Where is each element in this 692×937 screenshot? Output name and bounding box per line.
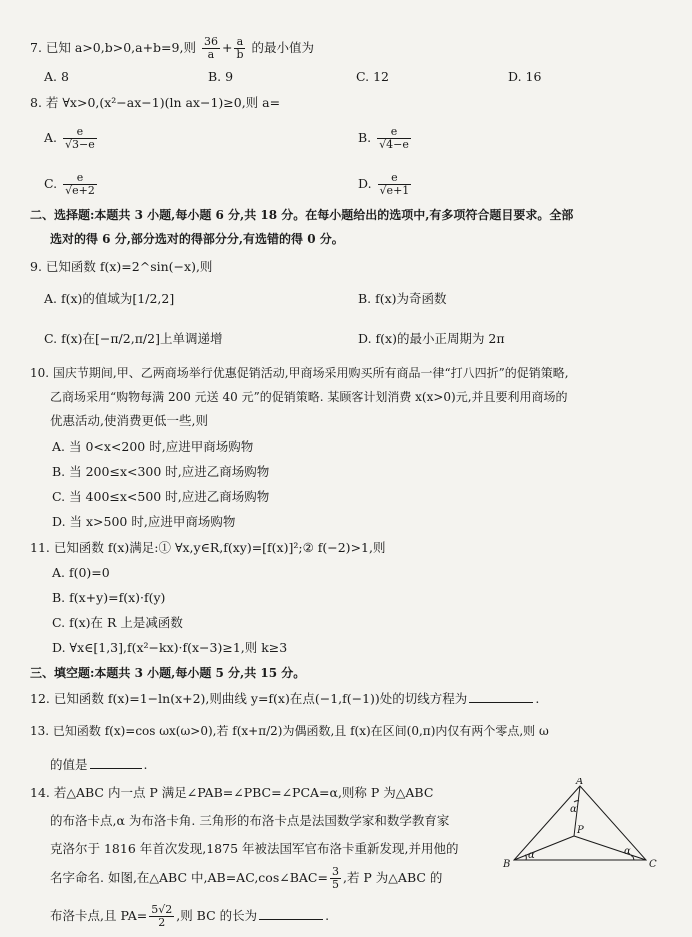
q14-answer-blank[interactable] bbox=[259, 907, 323, 920]
q14-pa-fraction bbox=[149, 904, 174, 929]
q8-a-num: e bbox=[63, 126, 97, 139]
q8-a-den: √3−e bbox=[65, 138, 95, 151]
q14-cos-den: 5 bbox=[331, 878, 339, 891]
q14-stem-line1: 14. 若△ABC 内一点 P 满足∠PAB=∠PBC=∠PCA=α,则称 P 为△ABC bbox=[30, 785, 434, 800]
q14-pa-den: 2 bbox=[158, 916, 166, 929]
q8-option-a-frac bbox=[63, 126, 97, 151]
q8-option-c-frac bbox=[63, 172, 97, 197]
q7-option-b: B. 9 bbox=[208, 69, 234, 84]
q7-frac2-num: a bbox=[234, 36, 245, 49]
q11-option-d: D. ∀x∈[1,3],f(x²−kx)·f(x−3)≥1,则 k≥3 bbox=[52, 640, 288, 655]
q7-option-d: D. 16 bbox=[508, 69, 542, 84]
q8-option-d-letter: D. bbox=[358, 176, 372, 191]
q10-option-a: A. 当 0<x<200 时,应进甲商场购物 bbox=[52, 439, 254, 454]
q14-line5-text: 布洛卡点,且 PA= bbox=[50, 908, 148, 923]
brocard-triangle-figure bbox=[500, 778, 660, 870]
q8-option-a-letter: A. bbox=[44, 130, 58, 145]
q8-option-b-frac bbox=[377, 126, 411, 151]
q7-frac2-den: b bbox=[236, 48, 244, 61]
q14-stem-line5 bbox=[50, 904, 329, 929]
q13-answer-blank[interactable] bbox=[90, 756, 142, 769]
q14-line4-text: 名字命名. 如图,在△ABC 中,AB=AC,cos∠BAC= bbox=[50, 870, 328, 885]
q12-stem bbox=[30, 690, 539, 708]
triangle-diagram bbox=[500, 778, 660, 870]
q8-option-b bbox=[358, 126, 413, 151]
q10-stem-line1: 10. 国庆节期间,甲、乙两商场举行优惠促销活动,甲商场采用购买所有商品一律“打八四折”的促销策略, bbox=[30, 366, 569, 380]
q12-answer-blank[interactable] bbox=[469, 690, 533, 703]
q8-option-c bbox=[44, 172, 99, 197]
q14-cos-num: 3 bbox=[331, 865, 339, 878]
q8-b-num: e bbox=[377, 126, 411, 139]
q11-option-b: B. f(x+y)=f(x)·f(y) bbox=[52, 590, 166, 605]
section2-heading: 二、选择题:本题共 3 小题,每小题 6 分,共 18 分。在每小题给出的选项中,有多项符合题目要求。全部 bbox=[30, 208, 574, 222]
q13-stem-line1: 13. 已知函数 f(x)=cos ωx(ω>0),若 f(x+π/2)为偶函数,且 f(x)在区间(0,π)内仅有两个零点,则 ω bbox=[30, 724, 549, 738]
q9-option-c: C. f(x)在[−π/2,π/2]上单调递增 bbox=[44, 331, 223, 346]
q14-pa-num: 5√2 bbox=[151, 903, 173, 916]
q14-cos-fraction bbox=[330, 866, 341, 891]
label-alpha-c: α bbox=[624, 846, 631, 857]
q7-stem-text: 7. 已知 a>0,b>0,a+b=9,则 bbox=[30, 40, 196, 55]
q8-option-c-letter: C. bbox=[44, 176, 58, 191]
section3-heading: 三、填空题:本题共 3 小题,每小题 5 分,共 15 分。 bbox=[30, 666, 306, 680]
q8-c-den: √e+2 bbox=[65, 184, 95, 197]
q8-d-den: √e+1 bbox=[379, 184, 410, 197]
q10-option-d: D. 当 x>500 时,应进甲商场购物 bbox=[52, 514, 236, 529]
q8-stem: 8. 若 ∀x>0,(x²−ax−1)(ln ax−1)≥0,则 a= bbox=[30, 95, 281, 110]
label-b: B bbox=[503, 859, 511, 870]
label-alpha-a: α bbox=[570, 804, 577, 815]
q10-stem-line3: 优惠活动,使消费更低一些,则 bbox=[50, 413, 208, 428]
q13-period: . bbox=[143, 757, 148, 772]
q7-fraction-1 bbox=[202, 36, 220, 61]
q7-frac1-num: 36 bbox=[203, 35, 218, 48]
q11-option-c: C. f(x)在 R 上是减函数 bbox=[52, 615, 183, 630]
q8-option-d bbox=[358, 172, 413, 197]
q14-line5-mid: ,则 BC 的长为 bbox=[176, 908, 258, 923]
q7-stem bbox=[30, 36, 314, 61]
q12-period: . bbox=[535, 691, 540, 706]
q8-c-num: e bbox=[63, 172, 97, 185]
q14-period: . bbox=[325, 908, 330, 923]
q11-option-a: A. f(0)=0 bbox=[52, 565, 110, 580]
q8-d-num: e bbox=[378, 172, 412, 185]
label-alpha-b: α bbox=[528, 850, 535, 861]
q7-option-a: A. 8 bbox=[44, 69, 69, 84]
q9-option-d: D. f(x)的最小正周期为 2π bbox=[358, 331, 505, 346]
q8-b-den: √4−e bbox=[379, 138, 409, 151]
q12-stem-text: 12. 已知函数 f(x)=1−ln(x+2),则曲线 y=f(x)在点(−1,f(−1))处的切线方程为 bbox=[30, 691, 468, 706]
q8-option-b-letter: B. bbox=[358, 130, 372, 145]
section2-heading-cont: 选对的得 6 分,部分选对的得部分分,有选错的得 0 分。 bbox=[50, 232, 344, 246]
q11-stem: 11. 已知函数 f(x)满足:① ∀x,y∈R,f(xy)=[f(x)]²;② f(−2)>1,则 bbox=[30, 540, 386, 555]
q9-option-b: B. f(x)为奇函数 bbox=[358, 291, 447, 306]
q8-option-a bbox=[44, 126, 99, 151]
q14-line4-end: ,若 P 为△ABC 的 bbox=[342, 870, 443, 885]
q7-frac1-den: a bbox=[207, 48, 215, 61]
label-a: A bbox=[576, 778, 584, 787]
q13-stem-line2 bbox=[50, 756, 148, 774]
angle-arc-c bbox=[631, 856, 634, 860]
q7-plus: + bbox=[221, 40, 233, 55]
q10-option-c: C. 当 400≤x<500 时,应进乙商场购物 bbox=[52, 489, 270, 504]
q7-option-c: C. 12 bbox=[356, 69, 389, 84]
segment-pb bbox=[514, 836, 574, 860]
q7-stem-end: 的最小值为 bbox=[251, 40, 314, 55]
q9-stem: 9. 已知函数 f(x)=2^sin(−x),则 bbox=[30, 259, 213, 274]
q14-stem-line4 bbox=[50, 866, 442, 891]
label-p: P bbox=[577, 825, 584, 836]
q14-stem-line3: 克洛尔于 1816 年首次发现,1875 年被法国军官布洛卡重新发现,并用他的 bbox=[50, 841, 459, 856]
label-c: C bbox=[649, 859, 657, 870]
q7-fraction-2 bbox=[234, 36, 245, 61]
q8-option-d-frac bbox=[378, 172, 412, 197]
q10-option-b: B. 当 200≤x<300 时,应进乙商场购物 bbox=[52, 464, 270, 479]
q13-line2-text: 的值是 bbox=[50, 757, 88, 772]
q14-stem-line2: 的布洛卡点,α 为布洛卡角. 三角形的布洛卡点是法国数学家和数学教育家 bbox=[50, 813, 450, 828]
q10-stem-line2: 乙商场采用“购物每满 200 元送 40 元”的促销策略. 某顾客计划消费 x(x>0)元,并且要利用商场的 bbox=[50, 390, 568, 404]
q9-option-a: A. f(x)的值域为[1/2,2] bbox=[44, 291, 175, 306]
